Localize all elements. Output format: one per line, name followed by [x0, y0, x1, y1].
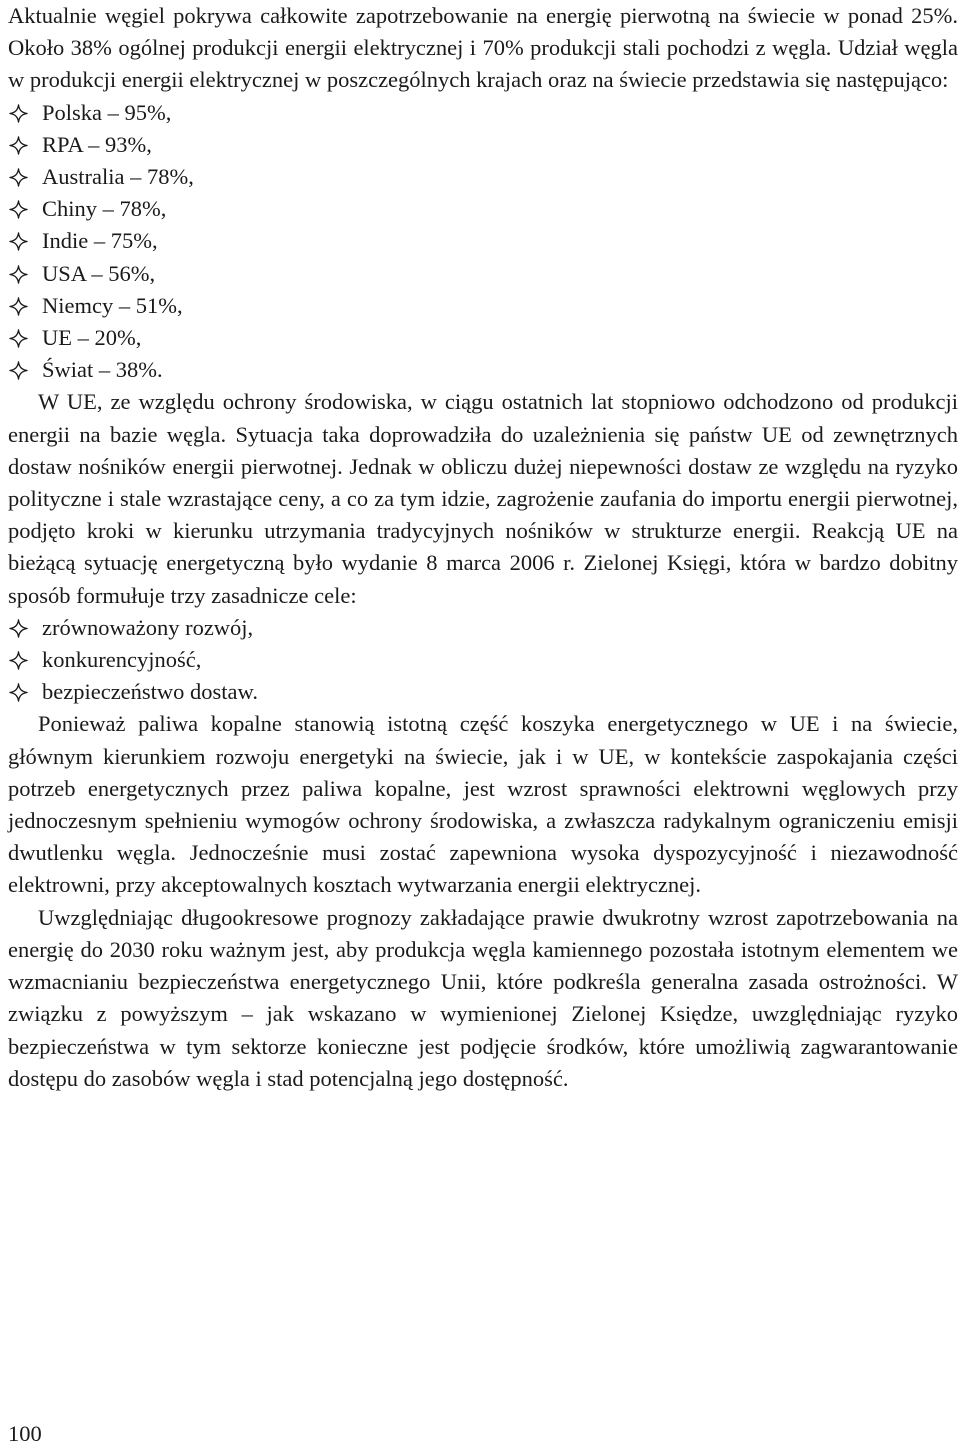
fossil-fuels-paragraph: Ponieważ paliwa kopalne stanowią istotną część koszyka energetycznego w UE i na świecie, głównym kierunkiem rozwoju energetyki na świecie, jak i w UE, w kontekście zaspokajania części potrzeb energetycznych przez paliwa kopalne, jest wzrost sprawności elektrowni węglowych przy jednoczesnym spełnieniu wymogów ochrony środowiska, a zwłaszcza radykalnym ograniczeniu emisji dwutlenku węgla. Jednocześnie musi zostać zapewniona wysoka dyspozycyjność i niezawodność elektrowni, przy akceptowalnych kosztach wytwarzania energii elektrycznej. [8, 711, 958, 898]
coal-share-list [8, 97, 958, 387]
star-bullet-icon [9, 265, 28, 284]
list-item-text: Chiny – 78%, [42, 196, 167, 222]
star-bullet-icon [9, 683, 28, 702]
list-item [8, 612, 958, 644]
star-bullet-icon [9, 329, 28, 348]
list-item [8, 644, 958, 676]
forecast-paragraph: Uwzględniając długookresowe prognozy zakładające prawie dwukrotny wzrost zapotrzebowania na energię do 2030 roku ważnym jest, aby produkcja węgla kamiennego pozostała istotnym elementem we wzmacnianiu bezpieczeństwa energetycznego Unii, które podkreśla generalna zasada ostrożności. W związku z powyższym – jak wskazano w wymienionej Zielonej Księdze, uwzględniając ryzyko bezpieczeństwa w tym sektorze konieczne jest podjęcie środków, które umożliwią zagwarantowanie dostępu do zasobów węgla i stad potencjalną jego dostępność. [8, 904, 958, 1091]
list-item-text: USA – 56%, [42, 260, 156, 286]
list-item [8, 354, 958, 386]
page-number: 100 [8, 1421, 42, 1446]
star-bullet-icon [9, 104, 28, 123]
star-bullet-icon [9, 361, 28, 380]
list-item-text: UE – 20%, [42, 325, 142, 351]
list-item [8, 193, 958, 225]
list-item-text: bezpieczeństwo dostaw. [42, 679, 258, 705]
list-item [8, 97, 958, 129]
list-item-text: zrównoważony rozwój, [42, 614, 254, 640]
list-item-text: Polska – 95%, [42, 99, 172, 125]
list-item-text: konkurencyjność, [42, 647, 202, 673]
document-page [8, 0, 958, 1095]
list-item [8, 129, 958, 161]
list-item-text: RPA – 93%, [42, 131, 152, 157]
eu-paragraph: W UE, ze względu ochrony środowiska, w ciągu ostatnich lat stopniowo odchodzono od produkcji energii na bazie węgla. Sytuacja taka doprowadziła do uzależnienia się państw UE od zewnętrznych dostaw nośników energii pierwotnej. Jednak w obliczu dużej niepewności dostaw ze względu na ryzyko polityczne i stale wzrastające ceny, a co za tym idzie, zagrożenie zaufania do importu energii pierwotnej, podjęto kroki w kierunku utrzymania tradycyjnych nośników w strukturze energii. Reakcją UE na bieżącą sytuację energetyczną było wydanie 8 marca 2006 r. Zielonej Księgi, która w bardzo dobitny sposób formułuje trzy zasadnicze cele: [8, 389, 958, 608]
list-item-text: Niemcy – 51%, [42, 292, 183, 318]
star-bullet-icon [9, 619, 28, 638]
list-item [8, 161, 958, 193]
star-bullet-icon [9, 232, 28, 251]
star-bullet-icon [9, 297, 28, 316]
intro-paragraph: Aktualnie węgiel pokrywa całkowite zapotrzebowanie na energię pierwotną na świecie w ponad 25%. Około 38% ogólnej produkcji energii elektrycznej i 70% produkcji stali pochodzi z węgla. Udział węgla w produkcji energii elektrycznej w poszczególnych krajach oraz na świecie przedstawia się następująco: [8, 3, 958, 93]
goals-list [8, 612, 958, 709]
star-bullet-icon [9, 168, 28, 187]
list-item-text: Australia – 78%, [42, 164, 194, 190]
list-item [8, 290, 958, 322]
star-bullet-icon [9, 651, 28, 670]
list-item [8, 322, 958, 354]
list-item [8, 258, 958, 290]
list-item [8, 676, 958, 708]
star-bullet-icon [9, 200, 28, 219]
list-item-text: Świat – 38%. [42, 357, 163, 383]
list-item-text: Indie – 75%, [42, 228, 158, 254]
star-bullet-icon [9, 136, 28, 155]
list-item [8, 225, 958, 257]
